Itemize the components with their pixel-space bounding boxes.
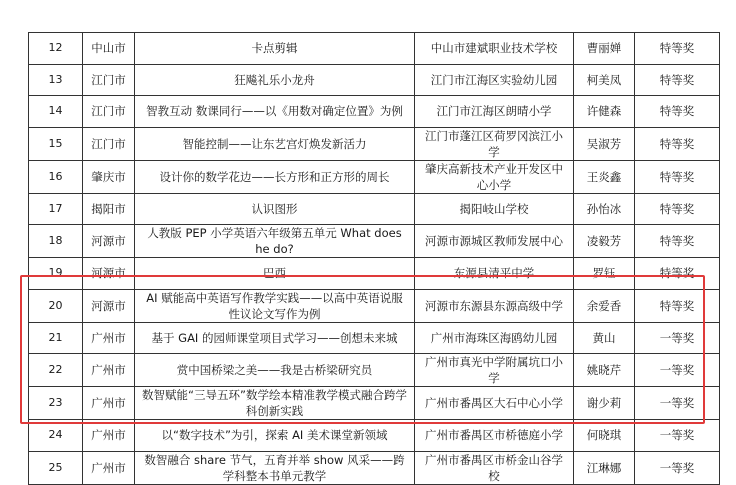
project-title-cell: 认识图形 — [135, 193, 415, 225]
city-cell: 河源市 — [83, 289, 135, 322]
table-row — [29, 160, 720, 193]
school-cell: 广州市真光中学附属坑口小学 — [415, 354, 574, 387]
row-number-cell: 20 — [29, 289, 83, 322]
project-title-cell: 智教互动 数课同行——以《用数对确定位置》为例 — [135, 96, 415, 128]
school-cell: 广州市番禺区市桥德庭小学 — [415, 420, 574, 452]
award-cell: 特等奖 — [635, 225, 720, 258]
city-cell: 广州市 — [83, 354, 135, 387]
school-cell: 江门市江海区朗晴小学 — [415, 96, 574, 128]
teacher-cell: 许健森 — [574, 96, 635, 128]
award-cell: 特等奖 — [635, 289, 720, 322]
project-title-cell: 数智融合 share 节气，五育并举 show 风采——跨学科整本书单元教学 — [135, 451, 415, 484]
teacher-cell: 孙怡冰 — [574, 193, 635, 225]
project-title-cell: 赏中国桥梁之美——我是古桥梁研究员 — [135, 354, 415, 387]
award-cell: 一等奖 — [635, 451, 720, 484]
city-cell: 广州市 — [83, 420, 135, 452]
project-title-cell: 以“数字技术”为引，探索 AI 美术课堂新领域 — [135, 420, 415, 452]
project-title-cell: 设计你的数学花边——长方形和正方形的周长 — [135, 160, 415, 193]
city-cell: 肇庆市 — [83, 160, 135, 193]
table-row — [29, 96, 720, 128]
city-cell: 广州市 — [83, 387, 135, 420]
teacher-cell: 谢少莉 — [574, 387, 635, 420]
award-cell: 特等奖 — [635, 33, 720, 65]
row-number-cell: 16 — [29, 160, 83, 193]
row-number-cell: 23 — [29, 387, 83, 420]
city-cell: 广州市 — [83, 451, 135, 484]
project-title-cell: 狂飚礼乐小龙舟 — [135, 64, 415, 96]
project-title-cell: 卡点剪辑 — [135, 33, 415, 65]
school-cell: 肇庆高新技术产业开发区中心小学 — [415, 160, 574, 193]
city-cell: 广州市 — [83, 322, 135, 354]
row-number-cell: 19 — [29, 258, 83, 290]
school-cell: 广州市海珠区海鸥幼儿园 — [415, 322, 574, 354]
row-number-cell: 18 — [29, 225, 83, 258]
project-title-cell: 基于 GAI 的园师课堂项目式学习——创想未来城 — [135, 322, 415, 354]
school-cell: 广州市番禺区大石中心小学 — [415, 387, 574, 420]
school-cell: 江门市蓬江区荷罗冈滨江小学 — [415, 127, 574, 160]
table-row — [29, 127, 720, 160]
city-cell: 河源市 — [83, 258, 135, 290]
school-cell: 揭阳岐山学校 — [415, 193, 574, 225]
table-row — [29, 64, 720, 96]
teacher-cell: 吴淑芳 — [574, 127, 635, 160]
award-cell: 一等奖 — [635, 354, 720, 387]
award-cell: 一等奖 — [635, 420, 720, 452]
row-number-cell: 12 — [29, 33, 83, 65]
project-title-cell: AI 赋能高中英语写作教学实践——以高中英语说服性议论文写作为例 — [135, 289, 415, 322]
highlight-box — [20, 275, 705, 424]
teacher-cell: 何晓琪 — [574, 420, 635, 452]
school-cell: 江门市江海区实验幼儿园 — [415, 64, 574, 96]
teacher-cell: 黄山 — [574, 322, 635, 354]
project-title-cell: 数智赋能“三导五环”数学绘本精准教学模式融合跨学科创新实践 — [135, 387, 415, 420]
teacher-cell: 王炎鑫 — [574, 160, 635, 193]
award-cell: 特等奖 — [635, 193, 720, 225]
teacher-cell: 江琳娜 — [574, 451, 635, 484]
table-row — [29, 420, 720, 452]
row-number-cell: 24 — [29, 420, 83, 452]
row-number-cell: 21 — [29, 322, 83, 354]
school-cell: 广州市番禺区市桥金山谷学校 — [415, 451, 574, 484]
table-row — [29, 451, 720, 484]
school-cell: 东源县清平中学 — [415, 258, 574, 290]
teacher-cell: 余爱香 — [574, 289, 635, 322]
school-cell: 河源市源城区教师发展中心 — [415, 225, 574, 258]
award-cell: 特等奖 — [635, 258, 720, 290]
city-cell: 江门市 — [83, 64, 135, 96]
table-row — [29, 225, 720, 258]
row-number-cell: 15 — [29, 127, 83, 160]
award-cell: 特等奖 — [635, 127, 720, 160]
teacher-cell: 柯美凤 — [574, 64, 635, 96]
school-cell: 河源市东源县东源高级中学 — [415, 289, 574, 322]
award-cell: 一等奖 — [635, 322, 720, 354]
row-number-cell: 14 — [29, 96, 83, 128]
award-cell: 一等奖 — [635, 387, 720, 420]
table-row — [29, 33, 720, 65]
row-number-cell: 13 — [29, 64, 83, 96]
city-cell: 揭阳市 — [83, 193, 135, 225]
city-cell: 河源市 — [83, 225, 135, 258]
city-cell: 江门市 — [83, 127, 135, 160]
award-cell: 特等奖 — [635, 64, 720, 96]
project-title-cell: 巴西 — [135, 258, 415, 290]
teacher-cell: 曹丽婵 — [574, 33, 635, 65]
city-cell: 中山市 — [83, 33, 135, 65]
project-title-cell: 人教版 PEP 小学英语六年级第五单元 What does he do? — [135, 225, 415, 258]
school-cell: 中山市建斌职业技术学校 — [415, 33, 574, 65]
row-number-cell: 22 — [29, 354, 83, 387]
city-cell: 江门市 — [83, 96, 135, 128]
teacher-cell: 罗钰 — [574, 258, 635, 290]
teacher-cell: 姚晓芹 — [574, 354, 635, 387]
project-title-cell: 智能控制——让东艺宫灯焕发新活力 — [135, 127, 415, 160]
row-number-cell: 17 — [29, 193, 83, 225]
award-cell: 特等奖 — [635, 96, 720, 128]
award-cell: 特等奖 — [635, 160, 720, 193]
teacher-cell: 凌毅芳 — [574, 225, 635, 258]
row-number-cell: 25 — [29, 451, 83, 484]
table-row — [29, 193, 720, 225]
